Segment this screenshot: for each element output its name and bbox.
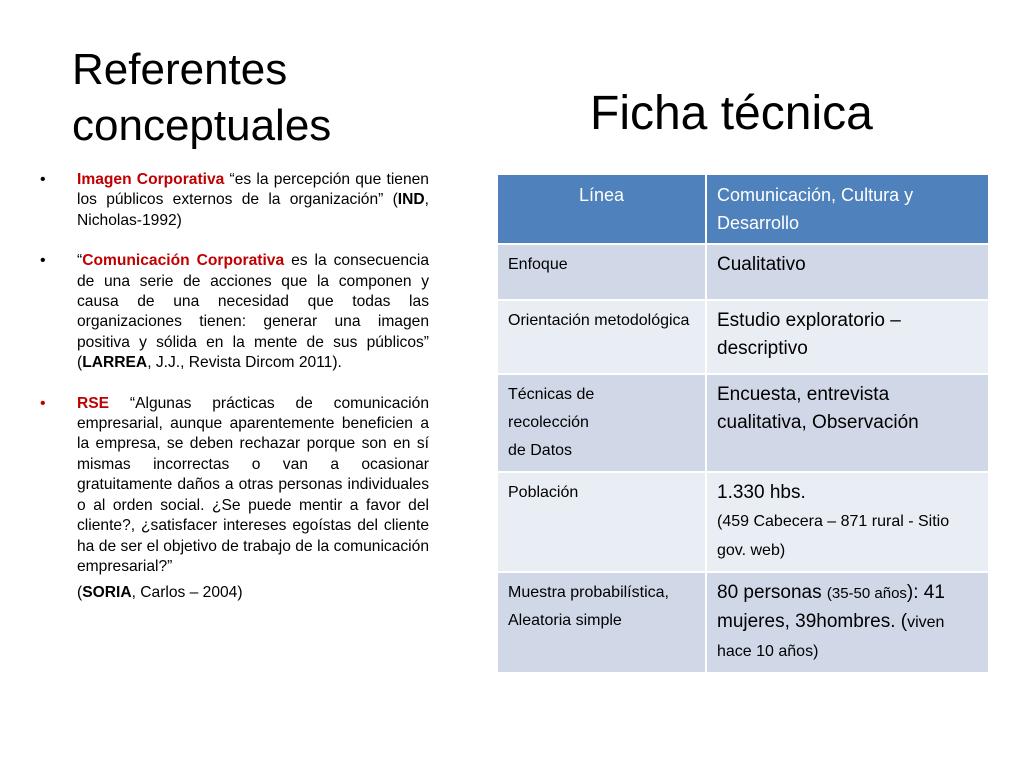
bullet-comunicacion-corporativa bbox=[40, 251, 429, 373]
title-line-1: Referentes bbox=[72, 45, 288, 94]
row-value: Cualitativo bbox=[706, 244, 989, 300]
value-part: 80 personas bbox=[717, 582, 827, 603]
value-sub: (459 Cabecera – 871 rural - Sitio gov. web) bbox=[717, 513, 950, 559]
bullet-term: RSE bbox=[77, 394, 110, 412]
ficha-tecnica-table bbox=[496, 173, 990, 674]
row-label: Población bbox=[497, 472, 706, 572]
label-line: recolección bbox=[508, 414, 589, 431]
value-part: ): 41 mujeres, 39hombres. ( bbox=[717, 582, 945, 632]
table-row bbox=[497, 300, 989, 374]
bullet-text: es la consecuencia de una serie de acciones que la componen y causa de una necesidad que todas las organizaciones tienen: generar una imagen positiva y sólida en la mente de sus públicos” ( bbox=[77, 252, 429, 372]
table-row bbox=[497, 572, 989, 673]
cite-author: LARREA bbox=[82, 354, 148, 372]
cite-author: SORIA bbox=[82, 584, 132, 602]
bullet-term: Comunicación Corporativa bbox=[82, 252, 285, 270]
value-main: 1.330 hbs. bbox=[717, 482, 806, 503]
label-line: Técnicas de bbox=[508, 386, 595, 403]
cite-open: ( bbox=[77, 584, 83, 602]
row-label: Muestra probabilística, Aleatoria simple bbox=[497, 572, 706, 673]
cite-author: IND bbox=[397, 191, 425, 209]
table-header-row bbox=[497, 174, 989, 244]
row-value bbox=[706, 572, 989, 673]
table-row bbox=[497, 472, 989, 572]
value-part: viven hace 10 años) bbox=[717, 614, 945, 660]
section-title-right: Ficha técnica bbox=[590, 87, 873, 140]
row-value: Estudio exploratorio – descriptivo bbox=[706, 300, 989, 374]
bullet-text: “Algunas prácticas de comunicación empresarial, aunque aparentemente beneficien a la empresa, se deben rechazar porque son en sí mismas incorrectas o van a ocasionar gratuitamente daños a otras personas individuales o al orden social. ¿Se puede mentir a favor del cliente?, ¿satisfacer intereses egoístas del cliente ha de ser el objetivo de trabajo de la comunicación empresarial?” bbox=[77, 394, 429, 575]
row-label: Orientación metodológica bbox=[497, 300, 706, 374]
bullet-term: Imagen Corporativa bbox=[77, 171, 225, 188]
bullet-text: “es la percepción que tienen los públicos externos de la organización” ( bbox=[77, 171, 429, 209]
header-cell-linea: Línea bbox=[497, 174, 706, 244]
value-part: (35-50 años bbox=[826, 585, 907, 602]
cite-rest: , J.J., Revista Dircom 2011). bbox=[147, 354, 342, 372]
cite-rest: , Nicholas-1992) bbox=[77, 191, 429, 229]
rse-citation bbox=[40, 583, 429, 603]
table-row bbox=[497, 244, 989, 300]
row-value bbox=[706, 472, 989, 572]
table-row bbox=[497, 374, 989, 472]
open-quote: “ bbox=[77, 252, 83, 270]
section-title-left bbox=[72, 42, 412, 154]
bullet-rse bbox=[40, 394, 429, 578]
row-label: Enfoque bbox=[497, 244, 706, 300]
row-label bbox=[497, 374, 706, 472]
row-value: Encuesta, entrevista cualitativa, Observación bbox=[706, 374, 989, 472]
title-line-2: conceptuales bbox=[72, 101, 332, 150]
bullet-imagen-corporativa bbox=[40, 170, 429, 231]
cite-rest: , Carlos – 2004) bbox=[131, 584, 243, 602]
label-line: de Datos bbox=[508, 442, 573, 459]
header-cell-linea-value: Comunicación, Cultura y Desarrollo bbox=[706, 174, 989, 244]
bullet-list bbox=[40, 170, 429, 604]
